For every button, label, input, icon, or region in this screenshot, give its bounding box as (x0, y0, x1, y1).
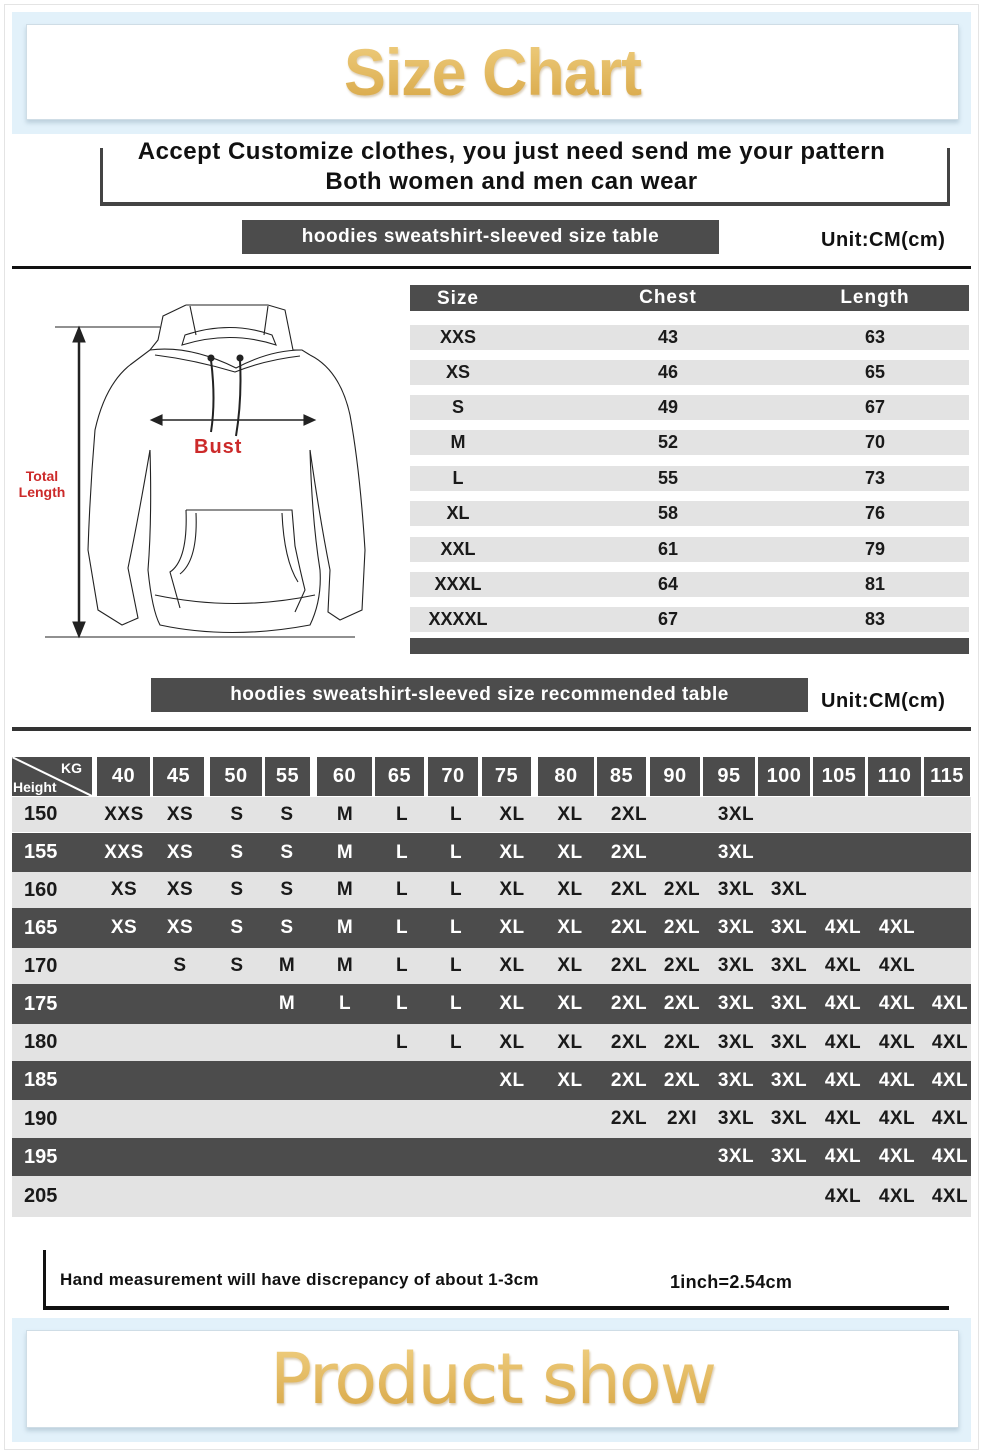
recommended-size-cell: 4XL (824, 1031, 862, 1053)
recommend-table-title-bar: hoodies sweatshirt-sleeved size recommended table (151, 678, 808, 712)
chest-cell: 58 (657, 503, 679, 523)
recommended-size-cell: 2XL (610, 1069, 648, 1091)
height-label: 195 (24, 1145, 58, 1168)
recommended-size-cell: XL (499, 841, 525, 863)
measurement-discrepancy-note: Hand measurement will have discrepancy of about 1-3cm (60, 1270, 539, 1289)
recommended-size-cell: 3XL (770, 993, 808, 1014)
recommended-size-cell: XL (557, 879, 583, 900)
recommend-row-170 (12, 948, 971, 984)
recommended-size-cell: XL (499, 917, 525, 938)
recommended-size-cell: L (395, 955, 409, 976)
recommended-size-cell: 2XL (610, 1108, 648, 1129)
recommended-size-cell: XXS (104, 803, 144, 825)
recommended-size-cell: 4XL (824, 1108, 862, 1129)
corner-kg-label: KG (61, 760, 82, 776)
recommended-size-cell: L (395, 1031, 409, 1053)
recommended-size-cell: 3XL (717, 993, 755, 1014)
divider (12, 266, 971, 269)
recommended-size-cell: XS (110, 917, 138, 938)
recommended-size-cell: 4XL (824, 1146, 862, 1167)
recommend-row-150 (12, 797, 971, 832)
recommended-size-cell: 3XL (770, 1069, 808, 1091)
recommended-size-cell: 4XL (878, 1146, 916, 1167)
product-show-title: Product show (27, 1331, 958, 1427)
recommended-size-cell: M (336, 879, 354, 900)
weight-header-80: 80 (538, 757, 594, 796)
weight-header-75: 75 (482, 757, 531, 796)
size-table-unit: Unit:CM(cm) (821, 229, 946, 251)
recommended-size-cell: XS (166, 879, 194, 900)
recommended-size-cell: M (336, 955, 354, 976)
length-cell: 81 (864, 574, 886, 594)
height-label: 160 (24, 878, 58, 901)
recommended-size-cell: 4XL (878, 917, 916, 938)
size-table-footer-bar (410, 638, 969, 654)
recommended-size-cell: 4XL (878, 955, 916, 976)
recommended-size-cell: L (449, 917, 463, 938)
banner-inner (26, 24, 959, 120)
recommended-size-cell: L (449, 841, 463, 863)
recommended-size-cell: 4XL (878, 1185, 916, 1207)
recommend-row-165 (12, 908, 971, 948)
recommended-size-cell: XL (499, 955, 525, 976)
size-table-row (410, 501, 969, 526)
recommended-size-cell: XL (499, 879, 525, 900)
recommended-size-cell: 3XL (770, 1108, 808, 1129)
recommended-size-cell: 4XL (931, 1185, 969, 1207)
weight-header-40: 40 (97, 757, 150, 796)
height-label: 205 (24, 1185, 58, 1207)
weight-header-45: 45 (153, 757, 204, 796)
recommended-size-cell: 2XL (610, 1031, 648, 1053)
size-cell: XS (445, 362, 470, 382)
recommended-size-cell: 2XL (663, 1069, 701, 1091)
size-cell: M (450, 432, 466, 452)
recommend-row-160 (12, 872, 971, 908)
banner-inner (26, 1330, 959, 1428)
recommended-size-cell: XS (166, 917, 194, 938)
recommended-size-cell: XL (557, 917, 583, 938)
weight-header-105: 105 (813, 757, 865, 796)
size-table-row (410, 395, 969, 420)
weight-header-70: 70 (428, 757, 478, 796)
product-show-banner (12, 1318, 971, 1442)
size-table-row (410, 537, 969, 562)
size-table-row (410, 325, 969, 350)
recommended-size-cell: 3XL (717, 841, 755, 863)
height-label: 150 (24, 803, 58, 825)
recommended-size-cell: XL (499, 1031, 525, 1053)
chest-cell: 61 (657, 539, 679, 559)
recommended-size-cell: 3XL (770, 955, 808, 976)
recommended-size-cell: L (395, 993, 409, 1014)
recommended-size-cell: 2XL (610, 879, 648, 900)
chest-cell: 43 (657, 327, 679, 347)
recommend-row-205 (12, 1176, 971, 1217)
size-cell: XXXXL (428, 609, 488, 629)
recommended-size-cell: XL (557, 1069, 583, 1091)
size-chart-title: Size Chart (50, 25, 934, 119)
recommended-size-cell: 3XL (770, 879, 808, 900)
length-cell: 67 (864, 397, 886, 417)
total-length-line2: Length (18, 484, 66, 500)
recommended-size-cell: 4XL (824, 917, 862, 938)
recommended-size-cell: S (230, 955, 244, 976)
recommended-size-cell: 3XL (717, 1146, 755, 1167)
height-label: 155 (24, 841, 58, 863)
recommended-size-cell: 2XL (610, 955, 648, 976)
chest-cell: 46 (657, 362, 679, 382)
size-cell: L (452, 468, 464, 488)
weight-header-90: 90 (650, 757, 700, 796)
recommended-size-cell: 4XL (931, 1069, 969, 1091)
recommended-size-cell: L (449, 993, 463, 1014)
recommended-size-cell: L (395, 917, 409, 938)
recommended-size-cell: 3XL (717, 879, 755, 900)
recommended-size-cell: 3XL (717, 955, 755, 976)
recommended-size-cell: S (230, 803, 244, 825)
total-length-label (14, 468, 70, 500)
recommended-size-cell: L (338, 993, 352, 1014)
recommend-row-190 (12, 1100, 971, 1138)
weight-header-60: 60 (317, 757, 372, 796)
recommended-size-cell: M (336, 803, 354, 825)
size-cell: S (451, 397, 464, 417)
recommended-size-cell: XS (110, 879, 138, 900)
recommended-size-cell: 2XL (663, 955, 701, 976)
height-label: 180 (24, 1031, 58, 1053)
length-cell: 65 (864, 362, 886, 382)
recommended-size-cell: 3XL (717, 803, 755, 825)
recommended-size-cell: S (280, 917, 294, 938)
header-size: Size (436, 288, 480, 309)
recommend-row-185 (12, 1061, 971, 1100)
size-table-row (410, 466, 969, 491)
weight-header-85: 85 (597, 757, 646, 796)
recommended-size-cell: S (280, 841, 294, 863)
total-length-line1: Total (25, 468, 59, 484)
corner-height-label: Height (13, 779, 57, 795)
length-cell: 70 (864, 432, 886, 452)
recommended-size-cell: 4XL (824, 955, 862, 976)
recommended-size-cell: 3XL (770, 1146, 808, 1167)
recommended-size-cell: L (449, 879, 463, 900)
recommended-size-cell: 2XL (610, 993, 648, 1014)
bust-label: Bust (194, 436, 243, 458)
length-cell: 83 (864, 609, 886, 629)
recommended-size-cell: 3XL (717, 1108, 755, 1129)
size-chart-banner (12, 12, 971, 134)
weight-header-95: 95 (703, 757, 755, 796)
recommended-size-cell: XL (557, 993, 583, 1014)
chest-cell: 55 (657, 468, 679, 488)
recommended-size-cell: 2XL (663, 879, 701, 900)
recommended-size-cell: 3XL (717, 1031, 755, 1053)
recommended-size-cell: 3XL (717, 1069, 755, 1091)
recommended-size-cell: L (449, 955, 463, 976)
height-label: 165 (24, 916, 58, 939)
height-label: 170 (24, 954, 58, 977)
recommended-size-cell: XS (166, 803, 194, 825)
recommended-size-cell: L (395, 841, 409, 863)
recommended-size-cell: 2XI (666, 1108, 698, 1129)
size-table-header (410, 285, 969, 311)
recommended-size-cell: 2XL (610, 803, 648, 825)
recommended-size-cell: 4XL (878, 1031, 916, 1053)
chest-cell: 67 (657, 609, 679, 629)
weight-header-65: 65 (375, 757, 424, 796)
recommended-size-cell: 3XL (717, 917, 755, 938)
weight-header-50: 50 (210, 757, 262, 796)
size-cell: XXS (439, 327, 477, 347)
recommended-size-cell: 4XL (878, 993, 916, 1014)
recommended-size-cell: S (280, 879, 294, 900)
header-chest: Chest (639, 287, 697, 308)
recommended-size-cell: M (336, 841, 354, 863)
recommended-size-cell: 2XL (663, 993, 701, 1014)
recommended-size-cell: XL (499, 993, 525, 1014)
size-table-title-bar: hoodies sweatshirt-sleeved size table (242, 220, 719, 254)
recommended-size-cell: XL (557, 803, 583, 825)
recommended-size-cell: S (280, 803, 294, 825)
recommended-size-cell: 4XL (931, 1031, 969, 1053)
chest-cell: 49 (657, 397, 679, 417)
height-label: 175 (24, 992, 58, 1015)
height-label: 185 (24, 1069, 58, 1091)
recommended-size-cell: XL (499, 803, 525, 825)
length-cell: 76 (864, 503, 886, 523)
recommended-size-cell: 3XL (770, 917, 808, 938)
size-cell: XL (446, 503, 470, 523)
divider (12, 727, 971, 731)
recommended-size-cell: 4XL (878, 1069, 916, 1091)
recommend-row-180 (12, 1024, 971, 1061)
recommend-row-195 (12, 1138, 971, 1176)
recommended-size-cell: S (230, 841, 244, 863)
recommended-size-cell: M (336, 917, 354, 938)
size-table-row (410, 430, 969, 455)
weight-header-100: 100 (758, 757, 810, 796)
recommended-size-cell: 4XL (824, 993, 862, 1014)
recommended-size-cell: S (230, 917, 244, 938)
recommended-size-cell: XL (557, 955, 583, 976)
recommended-size-cell: 4XL (878, 1108, 916, 1129)
recommend-table-unit: Unit:CM(cm) (821, 690, 946, 712)
weight-header-115: 115 (924, 757, 970, 796)
recommended-size-cell: 4XL (931, 993, 969, 1014)
length-cell: 79 (864, 539, 886, 559)
inch-conversion-note: 1inch=2.54cm (670, 1272, 793, 1292)
recommended-size-cell: 4XL (931, 1146, 969, 1167)
size-table-row (410, 607, 969, 632)
size-cell: XXXL (434, 574, 482, 594)
recommended-size-cell: L (449, 1031, 463, 1053)
recommended-size-cell: S (173, 955, 187, 976)
recommended-size-cell: M (278, 993, 296, 1014)
recommended-size-cell: M (278, 955, 296, 976)
recommended-size-cell: XL (557, 1031, 583, 1053)
recommended-size-cell: 3XL (770, 1031, 808, 1053)
notice-customize: Accept Customize clothes, you just need send me your pattern (137, 138, 886, 165)
notice-unisex: Both women and men can wear (325, 168, 698, 195)
recommended-size-cell: L (395, 803, 409, 825)
recommended-size-cell: L (395, 879, 409, 900)
size-cell: XXL (440, 539, 476, 559)
recommended-size-cell: 2XL (610, 841, 648, 863)
recommended-size-cell: 4XL (824, 1185, 862, 1207)
recommended-size-cell: XS (166, 841, 194, 863)
recommended-size-cell: 2XL (610, 917, 648, 938)
weight-header-55: 55 (265, 757, 310, 796)
recommend-table-corner-header (12, 757, 92, 796)
length-cell: 73 (864, 468, 886, 488)
recommended-size-cell: 4XL (824, 1069, 862, 1091)
height-label: 190 (24, 1107, 58, 1130)
size-table-row (410, 360, 969, 385)
recommend-row-155 (12, 833, 971, 872)
chest-cell: 52 (657, 432, 679, 452)
recommended-size-cell: S (230, 879, 244, 900)
recommended-size-cell: XL (499, 1069, 525, 1091)
recommend-row-175 (12, 984, 971, 1024)
recommended-size-cell: XL (557, 841, 583, 863)
header-length: Length (840, 287, 910, 308)
recommended-size-cell: 4XL (931, 1108, 969, 1129)
recommended-size-cell: 2XL (663, 917, 701, 938)
chest-cell: 64 (657, 574, 679, 594)
recommended-size-cell: L (449, 803, 463, 825)
recommended-size-cell: XXS (104, 841, 144, 863)
weight-header-110: 110 (868, 757, 921, 796)
recommended-size-cell: 2XL (663, 1031, 701, 1053)
size-table-row (410, 572, 969, 597)
length-cell: 63 (864, 327, 886, 347)
